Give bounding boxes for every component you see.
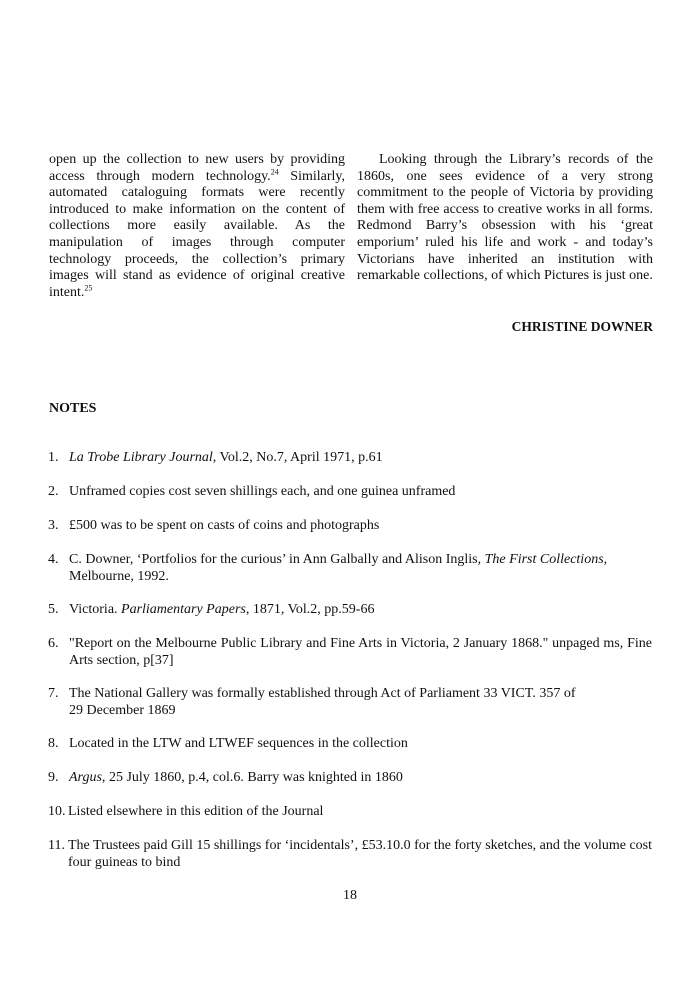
note-text-line: The National Gallery was formally established through Act of Parliament 33 VICT. 357 of (69, 686, 576, 701)
note-item: 9. Argus, 25 July 1860, p.4, col.6. Barry was knighted in 1860 (48, 770, 403, 785)
note-item: 1. La Trobe Library Journal, Vol.2, No.7, April 1971, p.61 (48, 450, 383, 465)
notes-heading: NOTES (49, 401, 97, 416)
note-text: "Report on the Melbourne Public Library and Fine Arts in Victoria, 2 January 1868." unpaged ms, Fine Arts section, p[37] (69, 636, 652, 668)
note-title: The First Collections, (484, 552, 608, 567)
note-item: 5. Victoria. Parliamentary Papers, 1871, Vol.2, pp.59-66 (48, 602, 375, 617)
author-byline: CHRISTINE DOWNER (511, 319, 653, 334)
right-paragraph-1: Looking through the Library’s records of the 1860s, one sees evidence of a very strong commitment to the people of Victoria by providing them with free access to creative works in all forms. Redmond Barry’s obsession with his ‘great emporium’ ruled his life and work - and today’s Victorians have inherited an institution with remarkable collections, of which Pictures is just one. (357, 152, 653, 284)
note-text: Listed elsewhere in this edition of the Journal (68, 804, 324, 819)
note-number: 1. (48, 450, 59, 465)
note-number: 9. (48, 770, 59, 785)
left-column (49, 152, 345, 301)
footnote-ref-24[interactable]: 24 (270, 166, 279, 176)
note-title: La Trobe Library Journal, (69, 450, 217, 465)
note-number: 10. (48, 804, 66, 819)
note-title: Parliamentary Papers, (121, 602, 250, 617)
right-column (357, 152, 653, 285)
note-number: 11. (48, 838, 65, 853)
note-item (48, 635, 652, 669)
note-text-line: 29 December 1869 (69, 703, 176, 718)
note-number: 6. (48, 636, 59, 651)
note-number: 5. (48, 602, 59, 617)
note-number: 2. (48, 484, 59, 499)
page-number: 18 (343, 888, 357, 903)
note-item: 4. C. Downer, ‘Portfolios for the curious’ in Ann Galbally and Alison Inglis, The First Collections, Melbourne, 1992. (48, 552, 608, 584)
left-paragraph-1: open up the collection to new users by providing access through modern technology.$^{24}$ Similarly, automated cataloguing formats were recently introduced to make information on the content of collections more easily available. As the manipulation of images through computer technology proceeds, the collection’s primary images will stand as evidence of original creative intent.$^{25}$ (49, 152, 345, 300)
note-text: Unframed copies cost seven shillings each, and one guinea unframed (69, 484, 456, 499)
note-title: Argus, (69, 770, 106, 785)
note-text: £500 was to be spent on casts of coins and photographs (69, 518, 380, 533)
note-item (48, 735, 652, 752)
note-number: 7. (48, 686, 59, 701)
note-number: 4. (48, 552, 59, 567)
note-number: 8. (48, 736, 59, 751)
note-item (48, 837, 652, 871)
footnote-ref-25[interactable]: 25 (84, 283, 93, 293)
note-number: 3. (48, 518, 59, 533)
note-item (48, 517, 652, 534)
note-item (48, 483, 652, 500)
note-item (48, 803, 652, 820)
note-text: Located in the LTW and LTWEF sequences in the collection (69, 736, 408, 751)
note-text: The Trustees paid Gill 15 shillings for ‘incidentals’, £53.10.0 for the forty sketches, and the volume cost four guineas to bind (68, 838, 653, 870)
note-item (48, 685, 652, 719)
